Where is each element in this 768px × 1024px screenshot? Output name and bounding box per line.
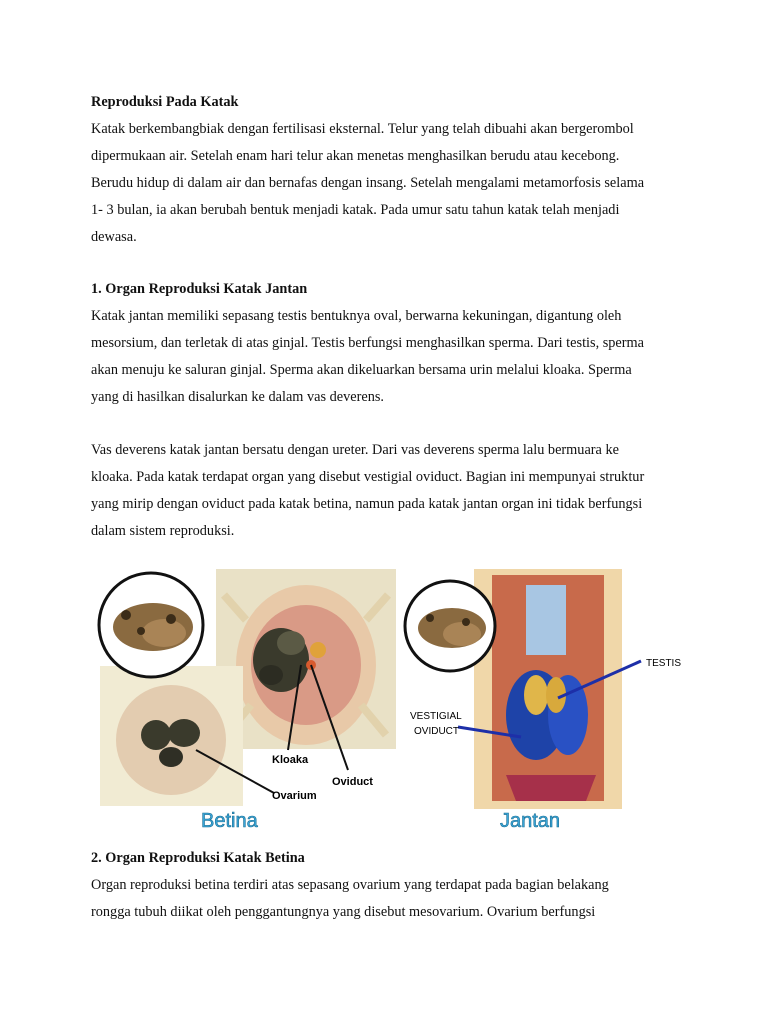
section2-line: rongga tubuh diikat oleh penggantungnya yang disebut mesovarium. Ovarium berfungsi <box>91 904 596 920</box>
intro-title: Reproduksi Pada Katak <box>91 94 239 110</box>
section1 <box>91 276 681 411</box>
section1-line: kloaka. Pada katak terdapat organ yang disebut vestigial oviduct. Bagian ini mempunyai struktur <box>91 469 645 485</box>
intro-line: Berudu hidup di dalam air dan bernafas dengan insang. Setelah mengalami metamorfosis selama <box>91 175 645 191</box>
section1-line: yang mirip dengan oviduct pada katak betina, namun pada katak jantan organ ini tidak berfungsi <box>91 496 643 512</box>
frog-anatomy-figure <box>96 565 692 835</box>
label-testis: TESTIS <box>646 658 682 669</box>
label-kloaka: Kloaka <box>272 754 309 766</box>
section1-line: Katak jantan memiliki sepasang testis bentuknya oval, berwarna kekuningan, digantung oleh <box>91 308 622 324</box>
jantan-frog-circle <box>405 581 495 671</box>
section1-heading: 1. Organ Reproduksi Katak Jantan <box>91 281 308 297</box>
intro-line: dipermukaan air. Setelah enam hari telur akan menetas menghasilkan berudu atau kecebong. <box>91 148 620 164</box>
intro-section <box>91 89 681 251</box>
betina-frog-circle <box>99 573 203 677</box>
section1-line: akan menuju ke saluran ginjal. Sperma akan dikeluarkan bersama urin melalui kloaka. Sperma <box>91 362 632 378</box>
section1-paragraph2 <box>91 437 681 545</box>
section1-line: Vas deverens katak jantan bersatu dengan ureter. Dari vas deverens sperma lalu bermuara ke <box>91 442 619 458</box>
section1-line: dalam sistem reproduksi. <box>91 523 235 539</box>
caption-betina: Betina <box>201 810 258 832</box>
intro-line: Katak berkembangbiak dengan fertilisasi eksternal. Telur yang telah dibuahi akan bergerombol <box>91 121 634 137</box>
intro-line: dewasa. <box>91 229 137 245</box>
section2 <box>91 845 681 926</box>
section2-heading: 2. Organ Reproduksi Katak Betina <box>91 850 305 866</box>
betina-inset-photo <box>100 666 243 806</box>
label-vestigial-oviduct: OVIDUCT <box>414 726 459 737</box>
caption-jantan: Jantan <box>500 810 561 832</box>
label-ovarium: Ovarium <box>272 790 317 802</box>
intro-line: 1- 3 bulan, ia akan berubah bentuk menjadi katak. Pada umur satu tahun katak telah menjadi <box>91 202 620 218</box>
label-oviduct: Oviduct <box>332 776 373 788</box>
section1-line: yang di hasilkan disalurkan ke dalam vas deverens. <box>91 389 384 405</box>
label-vestigial: VESTIGIAL <box>410 711 462 722</box>
section2-line: Organ reproduksi betina terdiri atas sepasang ovarium yang terdapat pada bagian belakang <box>91 877 609 893</box>
section1-line: mesorsium, dan terletak di atas ginjal. Testis berfungsi menghasilkan sperma. Dari testis, sperma <box>91 335 645 351</box>
jantan-dissection-photo <box>474 569 622 809</box>
